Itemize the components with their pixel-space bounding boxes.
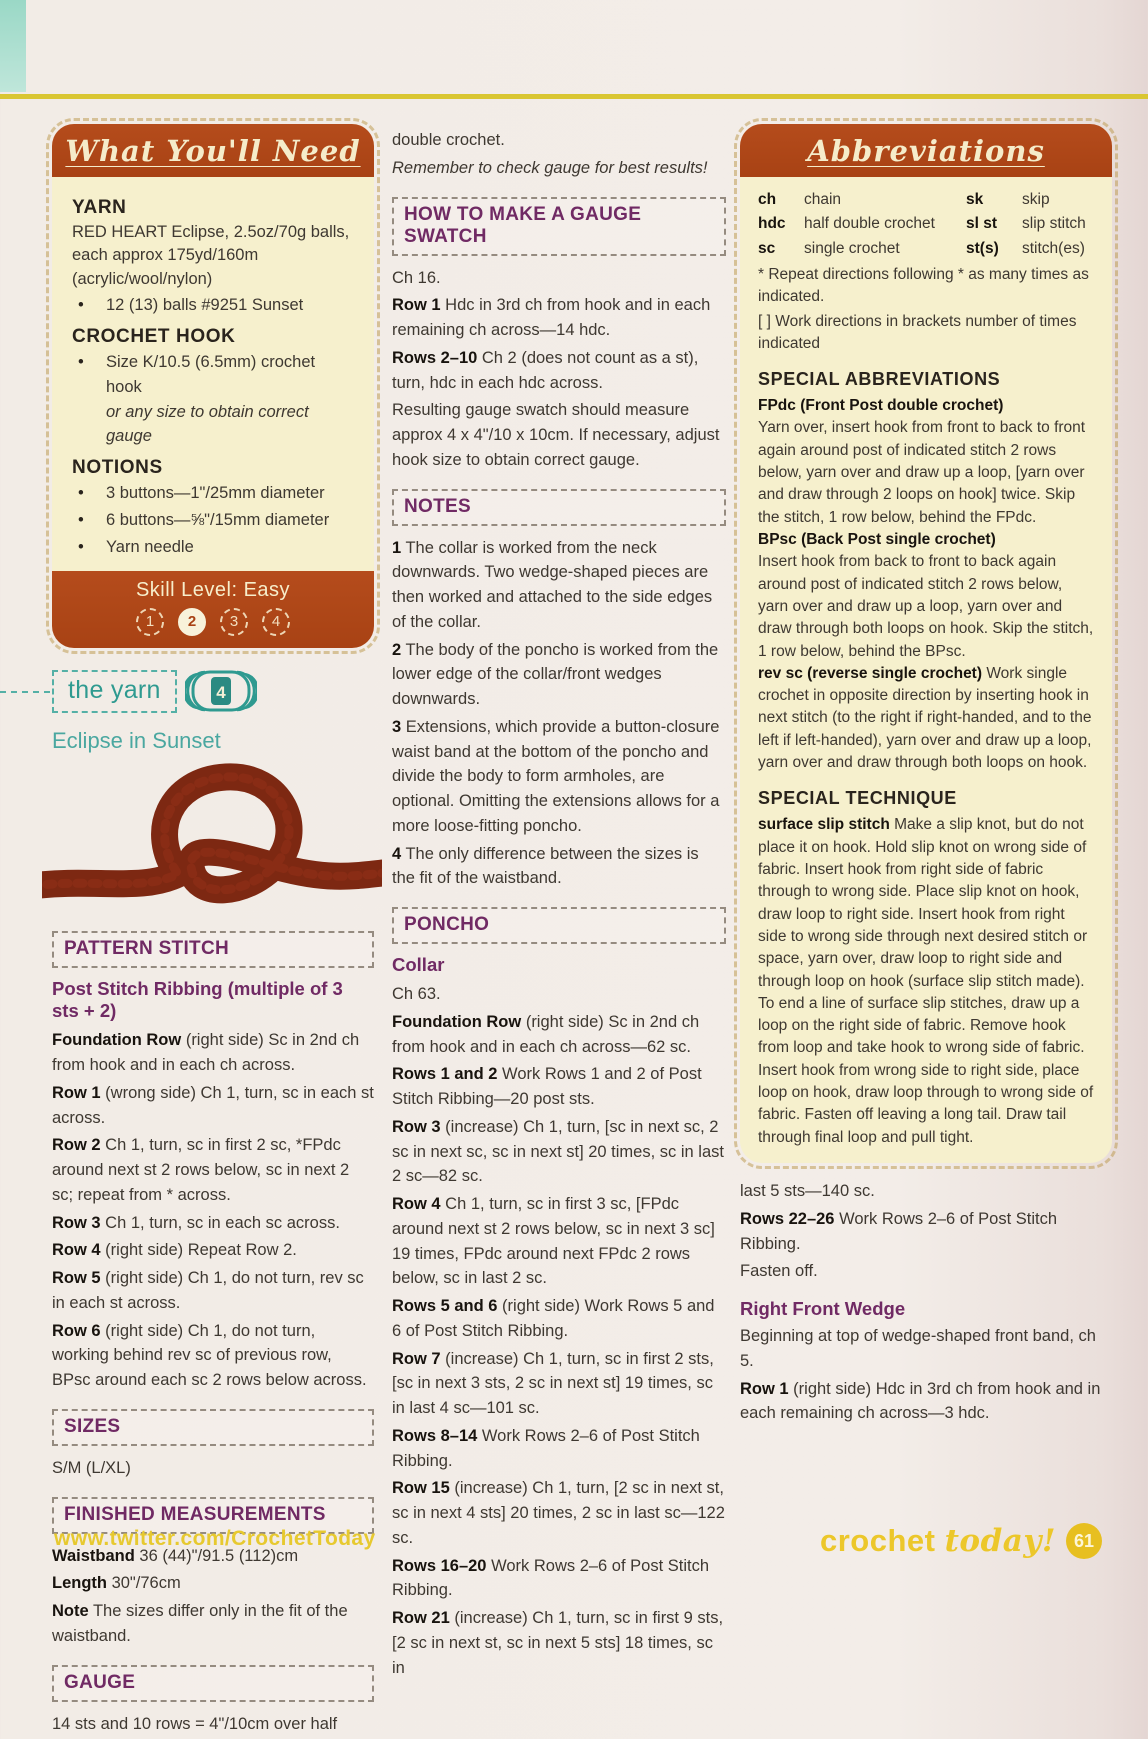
poncho-row: Rows 1 and 2 Work Rows 1 and 2 of Post Stitch Ribbing—20 post sts.: [392, 1065, 702, 1108]
notion-bullet: • 3 buttons—1"/25mm diameter: [72, 481, 354, 506]
pattern-stitch-subheading: Post Stitch Ribbing (multiple of 3 sts + 2): [52, 978, 343, 1022]
sizes-value: S/M (L/XL): [52, 1458, 131, 1477]
what-youll-need-box: [52, 124, 374, 648]
yarn-weight-number: 4: [216, 683, 226, 703]
teal-corner-strip: [0, 0, 26, 92]
page-number-badge: 61: [1066, 1523, 1102, 1559]
poncho-row: Row 15 (increase) Ch 1, turn, [2 sc in next st, sc in next 4 sts] 20 times, 2 sc in last sc—122 sc.: [392, 1479, 725, 1547]
yarn-colorway-name: Eclipse in Sunset: [52, 728, 221, 754]
swatch-row: Row 1 Hdc in 3rd ch from hook and in each remaining ch across—14 hdc.: [392, 296, 711, 339]
poncho-row: Rows 16–20 Work Rows 2–6 of Post Stitch Ribbing.: [392, 1556, 710, 1600]
collar-subheading: Collar: [392, 954, 445, 975]
abbreviations-grid: ch chain sk skip hdc half double crochet sl st slip stitch sc single crochet st(s) stitch(es): [758, 191, 1086, 257]
abbreviations-title: Abbreviations: [740, 124, 1112, 177]
bullet-icon: •: [78, 353, 84, 372]
poncho-row: Row 4 Ch 1, turn, sc in first 3 sc, [FPdc around next st 2 rows below, sc in next 3 sc] 19 times, FPdc around next FPdc 2 rows below, sc in last 2 sc.: [392, 1195, 715, 1288]
bullet-icon: •: [78, 510, 84, 529]
collar-intro: Ch 63.: [392, 985, 441, 1003]
finished-measurements-heading: FINISHED MEASUREMENTS: [52, 1497, 374, 1534]
note-item: 3 Extensions, which provide a button-closure waist band at the bottom of the poncho and divide the body to form armholes, are optional. Omitting the extensions allows for a more loose-fitting poncho.: [392, 717, 720, 835]
twitter-url-link[interactable]: www.twitter.com/CrochetToday: [54, 1527, 376, 1550]
surface-slip-stitch-definition: surface slip stitch Make a slip knot, but do not place it on hook. Hold slip knot on wrong side of fabric. Insert hook from right side of fabric through to wrong side. Place slip knot on hook, draw loop to right side. Insert hook from right side to wrong side through next desired stitch or space, yarn over, draw loop to right side and through loop on hook (surface slip stitch made). To end a line of surface slip stitches, draw up a loop on the right side of fabric. Remove hook from loop and take hook to wrong side of fabric. Insert hook from wrong side to right side, place loop on hook, draw loop through to wrong side of fabric. Fasten off leaving a long tail. Draw tail through final loop and pull tight.: [758, 816, 1094, 1146]
special-abbreviations-heading: SPECIAL ABBREVIATIONS: [758, 369, 1001, 390]
skill-dot-4: 4: [262, 608, 290, 636]
skill-level-label: Skill Level: Easy: [135, 579, 291, 602]
yarn-skein-icon: [185, 668, 257, 714]
what-youll-need-title: What You'll Need: [52, 124, 374, 177]
pattern-row: Row 6 (right side) Ch 1, do not turn, working behind rev sc of previous row, BPsc around each sc 2 rows below across.: [52, 1321, 367, 1390]
carryover-text: double crochet.: [392, 131, 505, 149]
swatch-outro: Resulting gauge swatch should measure approx 4 x 4"/10 x 10cm. If necessary, adjust hook size to obtain correct gauge.: [392, 401, 720, 469]
gauge-heading: GAUGE: [52, 1665, 374, 1702]
carryover-text: last 5 sts—140 sc.: [740, 1182, 875, 1200]
poncho-row: Rows 5 and 6 (right side) Work Rows 5 and 6 of Post Stitch Ribbing.: [392, 1297, 715, 1340]
gauge-value: 14 sts and 10 rows = 4"/10cm over half: [52, 1714, 338, 1733]
poncho-row: Rows 8–14 Work Rows 2–6 of Post Stitch Ribbing.: [392, 1426, 700, 1470]
swatch-row: Rows 2–10 Ch 2 (does not count as a st), turn, hdc in each hdc across.: [392, 348, 699, 392]
bullet-icon: •: [78, 296, 84, 315]
special-technique-heading: SPECIAL TECHNIQUE: [758, 788, 957, 809]
poncho-row: Foundation Row (right side) Sc in 2nd ch from hook and in each ch across—62 sc.: [392, 1012, 700, 1056]
gauge-swatch-heading: HOW TO MAKE A GAUGE SWATCH: [392, 197, 726, 256]
what-youll-need-body: [52, 177, 374, 571]
pattern-row: Row 4 (right side) Repeat Row 2.: [52, 1241, 297, 1260]
skill-level-indicator: [52, 608, 374, 636]
left-column: [52, 124, 374, 1739]
yarn-heading: YARN: [72, 197, 127, 218]
revsc-definition: rev sc (reverse single crochet) Work single crochet in opposite direction by inserting hook in next stitch (to the right if right-handed, and to the left if left-handed), yarn over and draw up a loop, yarn over and draw through both loops on hook.: [758, 664, 1092, 772]
pattern-row: Row 2 Ch 1, turn, sc in first 2 sc, *FPdc around next st 2 rows below, sc in next 2 sc; repeat from * across.: [52, 1136, 350, 1204]
dashed-leader-line: [0, 691, 50, 693]
note-item: 1 The collar is worked from the neck downwards. Two wedge-shaped pieces are then worked and attached to the side edges of the collar.: [392, 538, 713, 631]
pattern-row: Foundation Row (right side) Sc in 2nd ch from hook and in each ch across.: [52, 1031, 360, 1075]
poncho-row: Row 21 (increase) Ch 1, turn, sc in first 9 sts, [2 sc in next st, sc in next 5 sts] 18 times, sc in: [392, 1609, 724, 1677]
abbreviations-box: [740, 124, 1112, 1163]
skill-dot-2-active: 2: [178, 608, 206, 636]
the-yarn-label: the yarn: [52, 670, 177, 713]
notion-bullet: • Yarn needle: [72, 535, 354, 560]
the-yarn-callout: [52, 668, 374, 714]
bullet-icon: •: [78, 484, 84, 503]
notions-heading: NOTIONS: [72, 457, 163, 479]
yarn-strand-photo: [42, 760, 382, 918]
yarn-description: RED HEART Eclipse, 2.5oz/70g balls, each approx 175yd/160m (acrylic/wool/nylon): [72, 223, 350, 288]
brand-logo: crochet today!: [820, 1523, 1056, 1559]
star-repeat-note: * Repeat directions following * as many times as indicated.: [758, 265, 1089, 306]
poncho-row: Row 3 (increase) Ch 1, turn, [sc in next sc, 2 sc in next sc, sc in next st] 20 times, sc in last 2 sc—82 sc.: [392, 1117, 724, 1186]
bracket-repeat-note: [ ] Work directions in brackets number of times indicated: [758, 312, 1077, 352]
bpsc-definition: BPsc (Back Post single crochet) Insert hook from back to front to back again around post of indicated stitch 2 rows below, yarn over and draw up a loop, yarn over and draw through both loops on hook. Skip the stitch, 1 row below, behind the BPsc.: [758, 530, 1094, 660]
poncho-heading: PONCHO: [392, 907, 726, 944]
abbreviations-body: [740, 177, 1112, 1163]
note-item: 4 The only difference between the sizes is the fit of the waistband.: [392, 844, 699, 888]
crochet-hook-heading: CROCHET HOOK: [72, 326, 236, 348]
notes-heading: NOTES: [392, 489, 726, 526]
hook-bullet: • Size K/10.5 (6.5mm) crochet hook or any size to obtain correct gauge: [72, 350, 354, 449]
gauge-reminder: Remember to check gauge for best results!: [392, 158, 708, 177]
fpdc-definition: FPdc (Front Post double crochet) Yarn over, insert hook from front to back to front again around post of indicated stitch 2 rows below, yarn over and draw up a loop, [yarn over and draw through 2 loops on hook] twice. Skip the stitch, 1 row below, behind the FPdc.: [758, 397, 1086, 526]
hook-gauge-note: or any size to obtain correct gauge: [106, 402, 309, 446]
right-column: [740, 124, 1112, 1429]
pattern-row: Row 3 Ch 1, turn, sc in each sc across.: [52, 1213, 340, 1232]
measurement-row: Note The sizes differ only in the fit of the waistband.: [52, 1602, 348, 1645]
poncho-row: Row 7 (increase) Ch 1, turn, sc in first 2 sts, [sc in next 3 sts, 2 sc in next st] 19 times, sc in last 4 sc—101 sc.: [392, 1349, 714, 1417]
measurement-row: Waistband 36 (44)"/91.5 (112)cm: [52, 1546, 299, 1565]
skill-dot-3: 3: [220, 608, 248, 636]
skill-dot-1: 1: [136, 608, 164, 636]
middle-column: [392, 128, 726, 1683]
pattern-row: Row 5 (right side) Ch 1, do not turn, rev sc in each st across.: [52, 1269, 364, 1312]
skill-level-band: [52, 571, 374, 648]
measurement-row: Length 30"/76cm: [52, 1574, 181, 1593]
bullet-icon: •: [78, 537, 84, 556]
pattern-stitch-heading: PATTERN STITCH: [52, 931, 374, 968]
wedge-row: Row 1 (right side) Hdc in 3rd ch from hook and in each remaining ch across—3 hdc.: [740, 1379, 1101, 1423]
fasten-off-line: Fasten off.: [740, 1262, 818, 1281]
note-item: 2 The body of the poncho is worked from the lower edge of the collar/front wedges downwards.: [392, 640, 719, 708]
yarn-bullet: • 12 (13) balls #9251 Sunset: [72, 293, 354, 318]
pattern-row: Row 1 (wrong side) Ch 1, turn, sc in each st across.: [52, 1083, 374, 1127]
swatch-intro: Ch 16.: [392, 268, 441, 287]
magazine-brand: [820, 1523, 1102, 1559]
yellow-top-rule: [0, 94, 1148, 99]
sizes-heading: SIZES: [52, 1409, 374, 1446]
poncho-row: Rows 22–26 Work Rows 2–6 of Post Stitch Ribbing.: [740, 1209, 1058, 1253]
right-front-wedge-heading: Right Front Wedge: [740, 1298, 906, 1319]
wedge-intro: Beginning at top of wedge-shaped front band, ch 5.: [740, 1327, 1096, 1370]
notion-bullet: • 6 buttons—⅝"/15mm diameter: [72, 508, 354, 533]
